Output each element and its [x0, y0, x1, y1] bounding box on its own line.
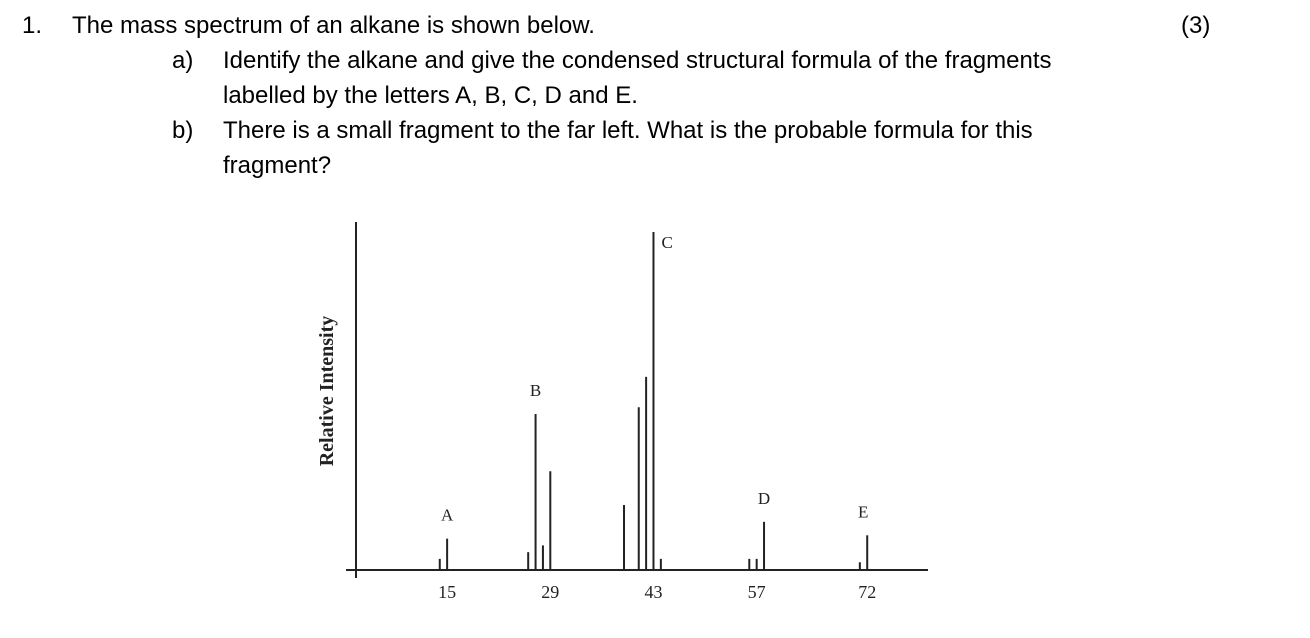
peak-label-e: E: [858, 502, 869, 522]
question-stem: The mass spectrum of an alkane is shown below.: [72, 12, 595, 39]
x-tick-label-43: 43: [644, 582, 663, 602]
spectrum-bars: [440, 232, 867, 569]
x-tick-label-15: 15: [438, 582, 457, 602]
y-axis-label: Relative Intensity: [316, 315, 338, 467]
part-a-label: a): [172, 47, 194, 74]
question-number: 1.: [22, 12, 43, 39]
x-tick-label-29: 29: [541, 582, 560, 602]
peak-letter-labels: [441, 233, 868, 525]
part-a-text-line-1: Identify the alkane and give the condensed structural formula of the fragments: [223, 47, 1052, 74]
part-b-text-line-1: There is a small fragment to the far left. What is the probable formula for this: [223, 117, 1033, 144]
peak-label-d: D: [757, 488, 771, 508]
part-b-label: b): [172, 117, 194, 144]
question-marks: (3): [1181, 12, 1211, 39]
x-tick-label-57: 57: [747, 582, 766, 602]
peak-label-a: A: [440, 505, 454, 525]
part-b-text-line-2: fragment?: [223, 152, 332, 179]
x-tick-labels: [438, 582, 876, 602]
part-a-text-line-2: labelled by the letters A, B, C, D and E.: [223, 82, 638, 109]
peak-label-b: B: [529, 380, 542, 400]
peak-label-c: C: [661, 233, 673, 252]
x-tick-label-72: 72: [858, 582, 877, 602]
